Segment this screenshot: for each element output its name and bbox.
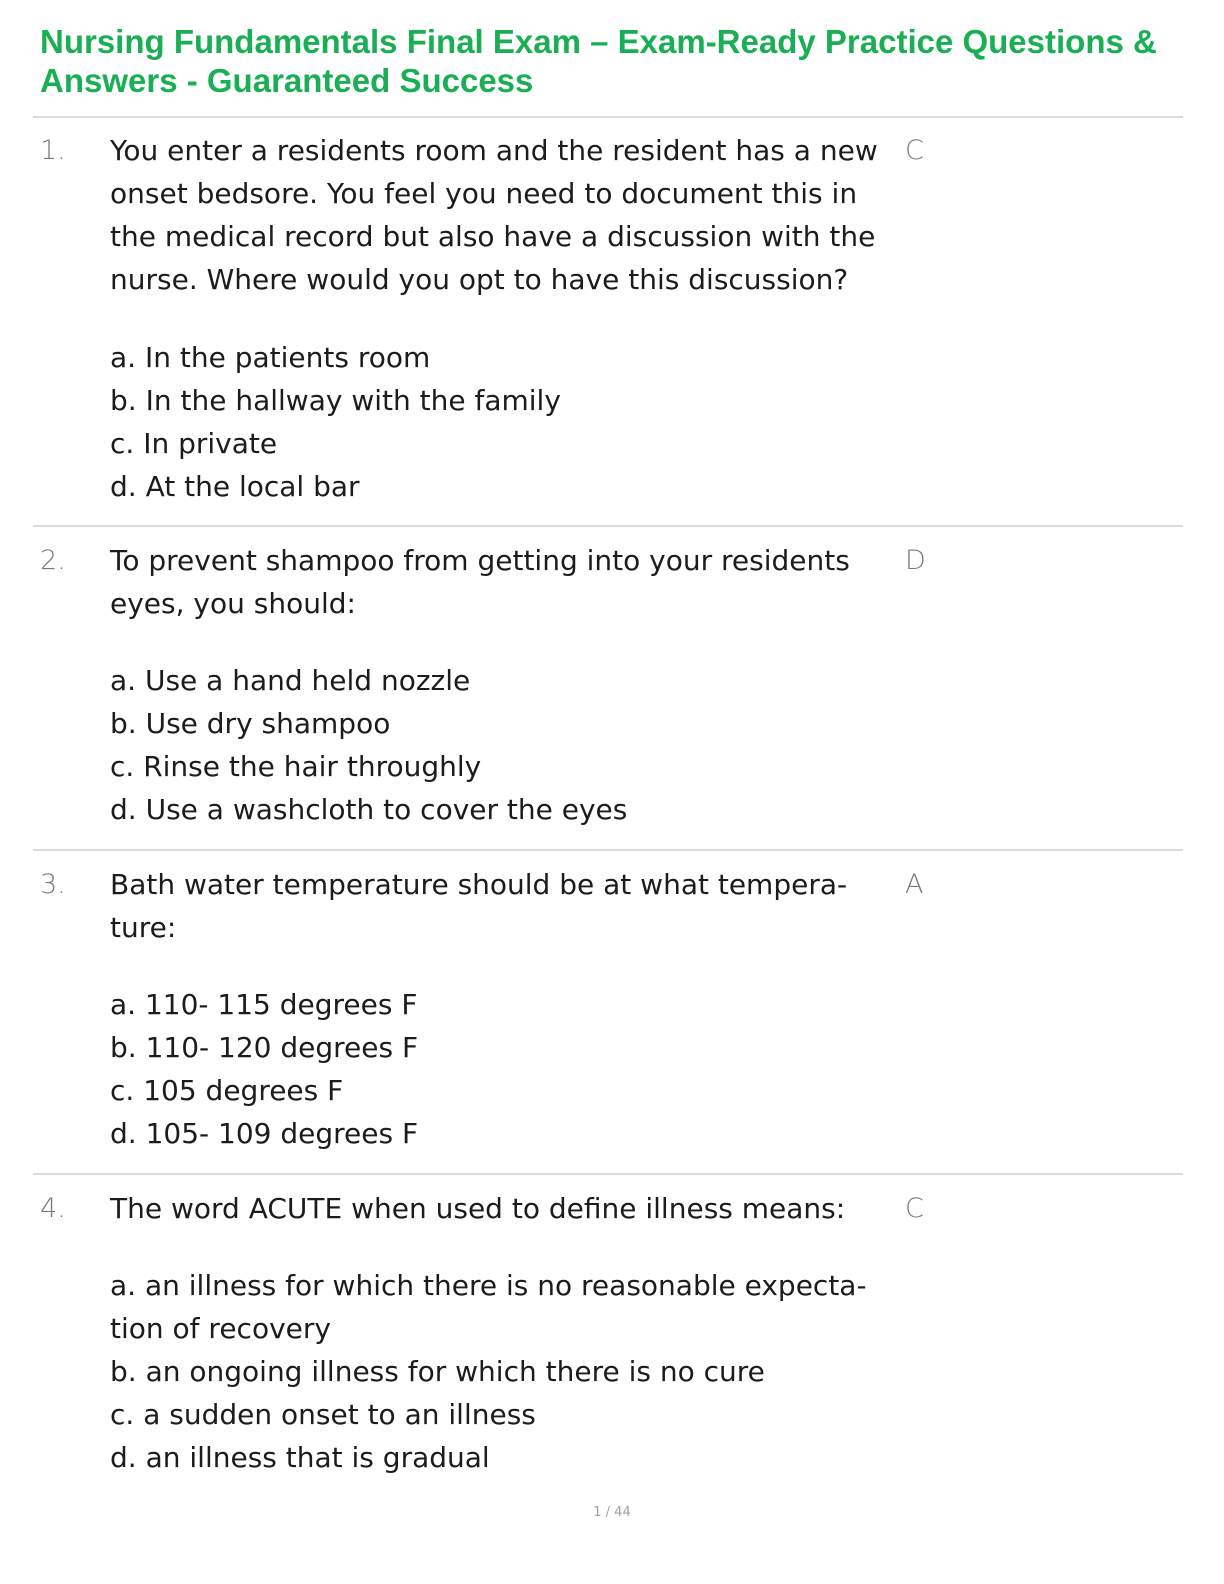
option-list (110, 336, 910, 508)
question-number: 1. (40, 135, 66, 166)
question-text: You enter a residents room and the resident has a new onset bedsore. You feel you need to document this in the medical record but also have a discussion with the nurse. Where would you opt to have this discussion? (110, 134, 878, 296)
divider (33, 525, 1183, 527)
question-number: 3. (40, 869, 66, 900)
divider (33, 1173, 1183, 1175)
question-text: To prevent shampoo from getting into your residents eyes, you should: (110, 544, 850, 620)
question-text: The word ACUTE when used to define illness means: (110, 1192, 846, 1225)
option-c: c. In private (110, 427, 278, 460)
option-b: b. In the hallway with the family (110, 384, 561, 417)
option-b: b. 110- 120 degrees F (110, 1031, 419, 1064)
option-b: b. Use dry shampoo (110, 707, 391, 740)
question-text: Bath water temperature should be at what tempera- ture: (110, 868, 848, 944)
option-a: a. an illness for which there is no reasonable expecta- tion of recovery (110, 1269, 867, 1345)
option-list (110, 659, 910, 831)
option-d: d. Use a washcloth to cover the eyes (110, 793, 628, 826)
answer-key: A (905, 869, 924, 900)
divider (33, 116, 1183, 118)
option-b: b. an ongoing illness for which there is no cure (110, 1355, 765, 1388)
option-c: c. Rinse the hair throughly (110, 750, 482, 783)
answer-key: D (905, 545, 926, 576)
option-list (110, 983, 910, 1155)
option-a: a. Use a hand held nozzle (110, 664, 471, 697)
answer-key: C (905, 1193, 924, 1224)
option-a: a. In the patients room (110, 341, 431, 374)
question-number: 2. (40, 545, 66, 576)
option-c: c. 105 degrees F (110, 1074, 344, 1107)
question-number: 4. (40, 1193, 66, 1224)
option-a: a. 110- 115 degrees F (110, 988, 418, 1021)
option-d: d. 105- 109 degrees F (110, 1117, 419, 1150)
answer-key: C (905, 135, 924, 166)
option-c: c. a sudden onset to an illness (110, 1398, 536, 1431)
option-d: d. At the local bar (110, 470, 360, 503)
option-list (110, 1264, 910, 1479)
option-d: d. an illness that is gradual (110, 1441, 490, 1474)
divider (33, 849, 1183, 851)
page-indicator: 1 / 44 (593, 1505, 631, 1520)
document-title: Nursing Fundamentals Final Exam – Exam-Ready Practice Questions & Answers - Guaranteed Success (40, 23, 1157, 99)
